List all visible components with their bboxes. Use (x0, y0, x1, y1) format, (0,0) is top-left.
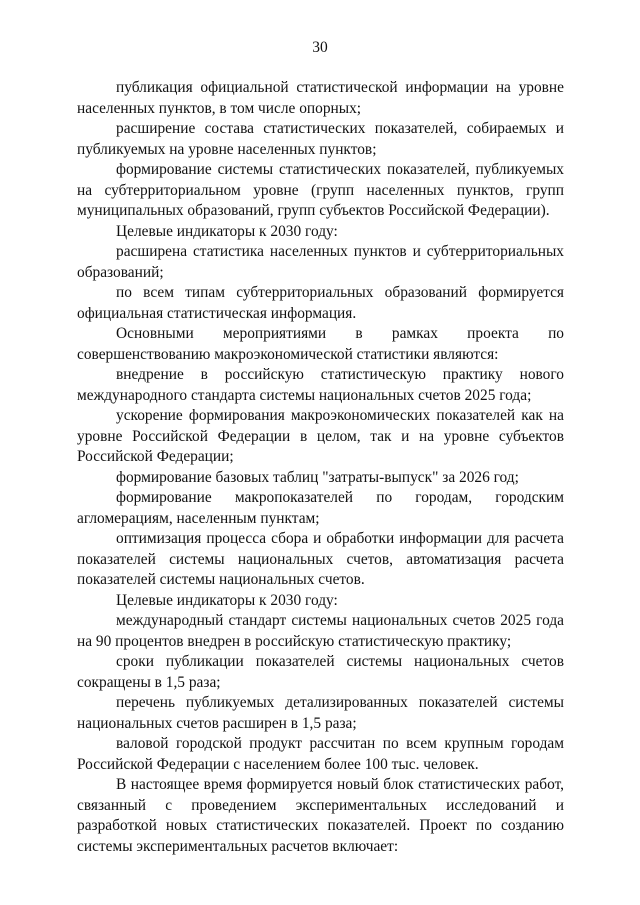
paragraph: Целевые индикаторы к 2030 году: (116, 222, 338, 240)
paragraph: Основными мероприятиями в рамках проекта по совершенствованию макроэкономической статистики являются: (77, 325, 564, 363)
paragraph: формирование базовых таблиц "затраты-выпуск" за 2026 год; (116, 468, 519, 486)
paragraph: публикация официальной статистической информации на уровне населенных пунктов, в том числе опорных; (77, 79, 564, 117)
paragraph: формирование макропоказателей по городам, городским агломерациям, населенным пунктам; (77, 489, 564, 527)
paragraph: внедрение в российскую статистическую практику нового международного стандарта системы национальных счетов 2025 года; (77, 366, 564, 404)
paragraph: Целевые индикаторы к 2030 году: (116, 591, 338, 609)
page-number: 30 (312, 39, 328, 56)
paragraph: расширение состава статистических показателей, собираемых и публикуемых на уровне населенных пунктов; (77, 120, 564, 158)
paragraph: валовой городской продукт рассчитан по всем крупным городам Российской Федерации с населением более 100 тыс. человек. (77, 735, 564, 773)
paragraph: перечень публикуемых детализированных показателей системы национальных счетов расширен в 1,5 раза; (77, 694, 564, 732)
paragraph: оптимизация процесса сбора и обработки информации для расчета показателей системы национальных счетов, автоматизация расчета показателей системы национальных счетов. (77, 530, 564, 588)
paragraph: международный стандарт системы национальных счетов 2025 года на 90 процентов внедрен в российскую статистическую практику; (77, 612, 564, 650)
paragraph: по всем типам субтерриториальных образований формируется официальная статистическая информация. (77, 284, 564, 322)
paragraph: В настоящее время формируется новый блок статистических работ, связанный с проведением экспериментальных исследований и разработкой новых статистических показателей. Проект по созданию системы экспериментальных расчетов включает: (77, 776, 564, 855)
paragraph: формирование системы статистических показателей, публикуемых на субтерриториальном уровне (групп населенных пунктов, групп муниципальных образований, групп субъектов Российской Федерации). (77, 161, 564, 219)
paragraph: расширена статистика населенных пунктов и субтерриториальных образований; (77, 243, 564, 281)
page-body (77, 78, 564, 857)
paragraph: ускорение формирования макроэкономических показателей как на уровне Российской Федерации в целом, так и на уровне субъектов Российской Федерации; (77, 407, 564, 465)
paragraph: сроки публикации показателей системы национальных счетов сокращены в 1,5 раза; (77, 653, 564, 691)
